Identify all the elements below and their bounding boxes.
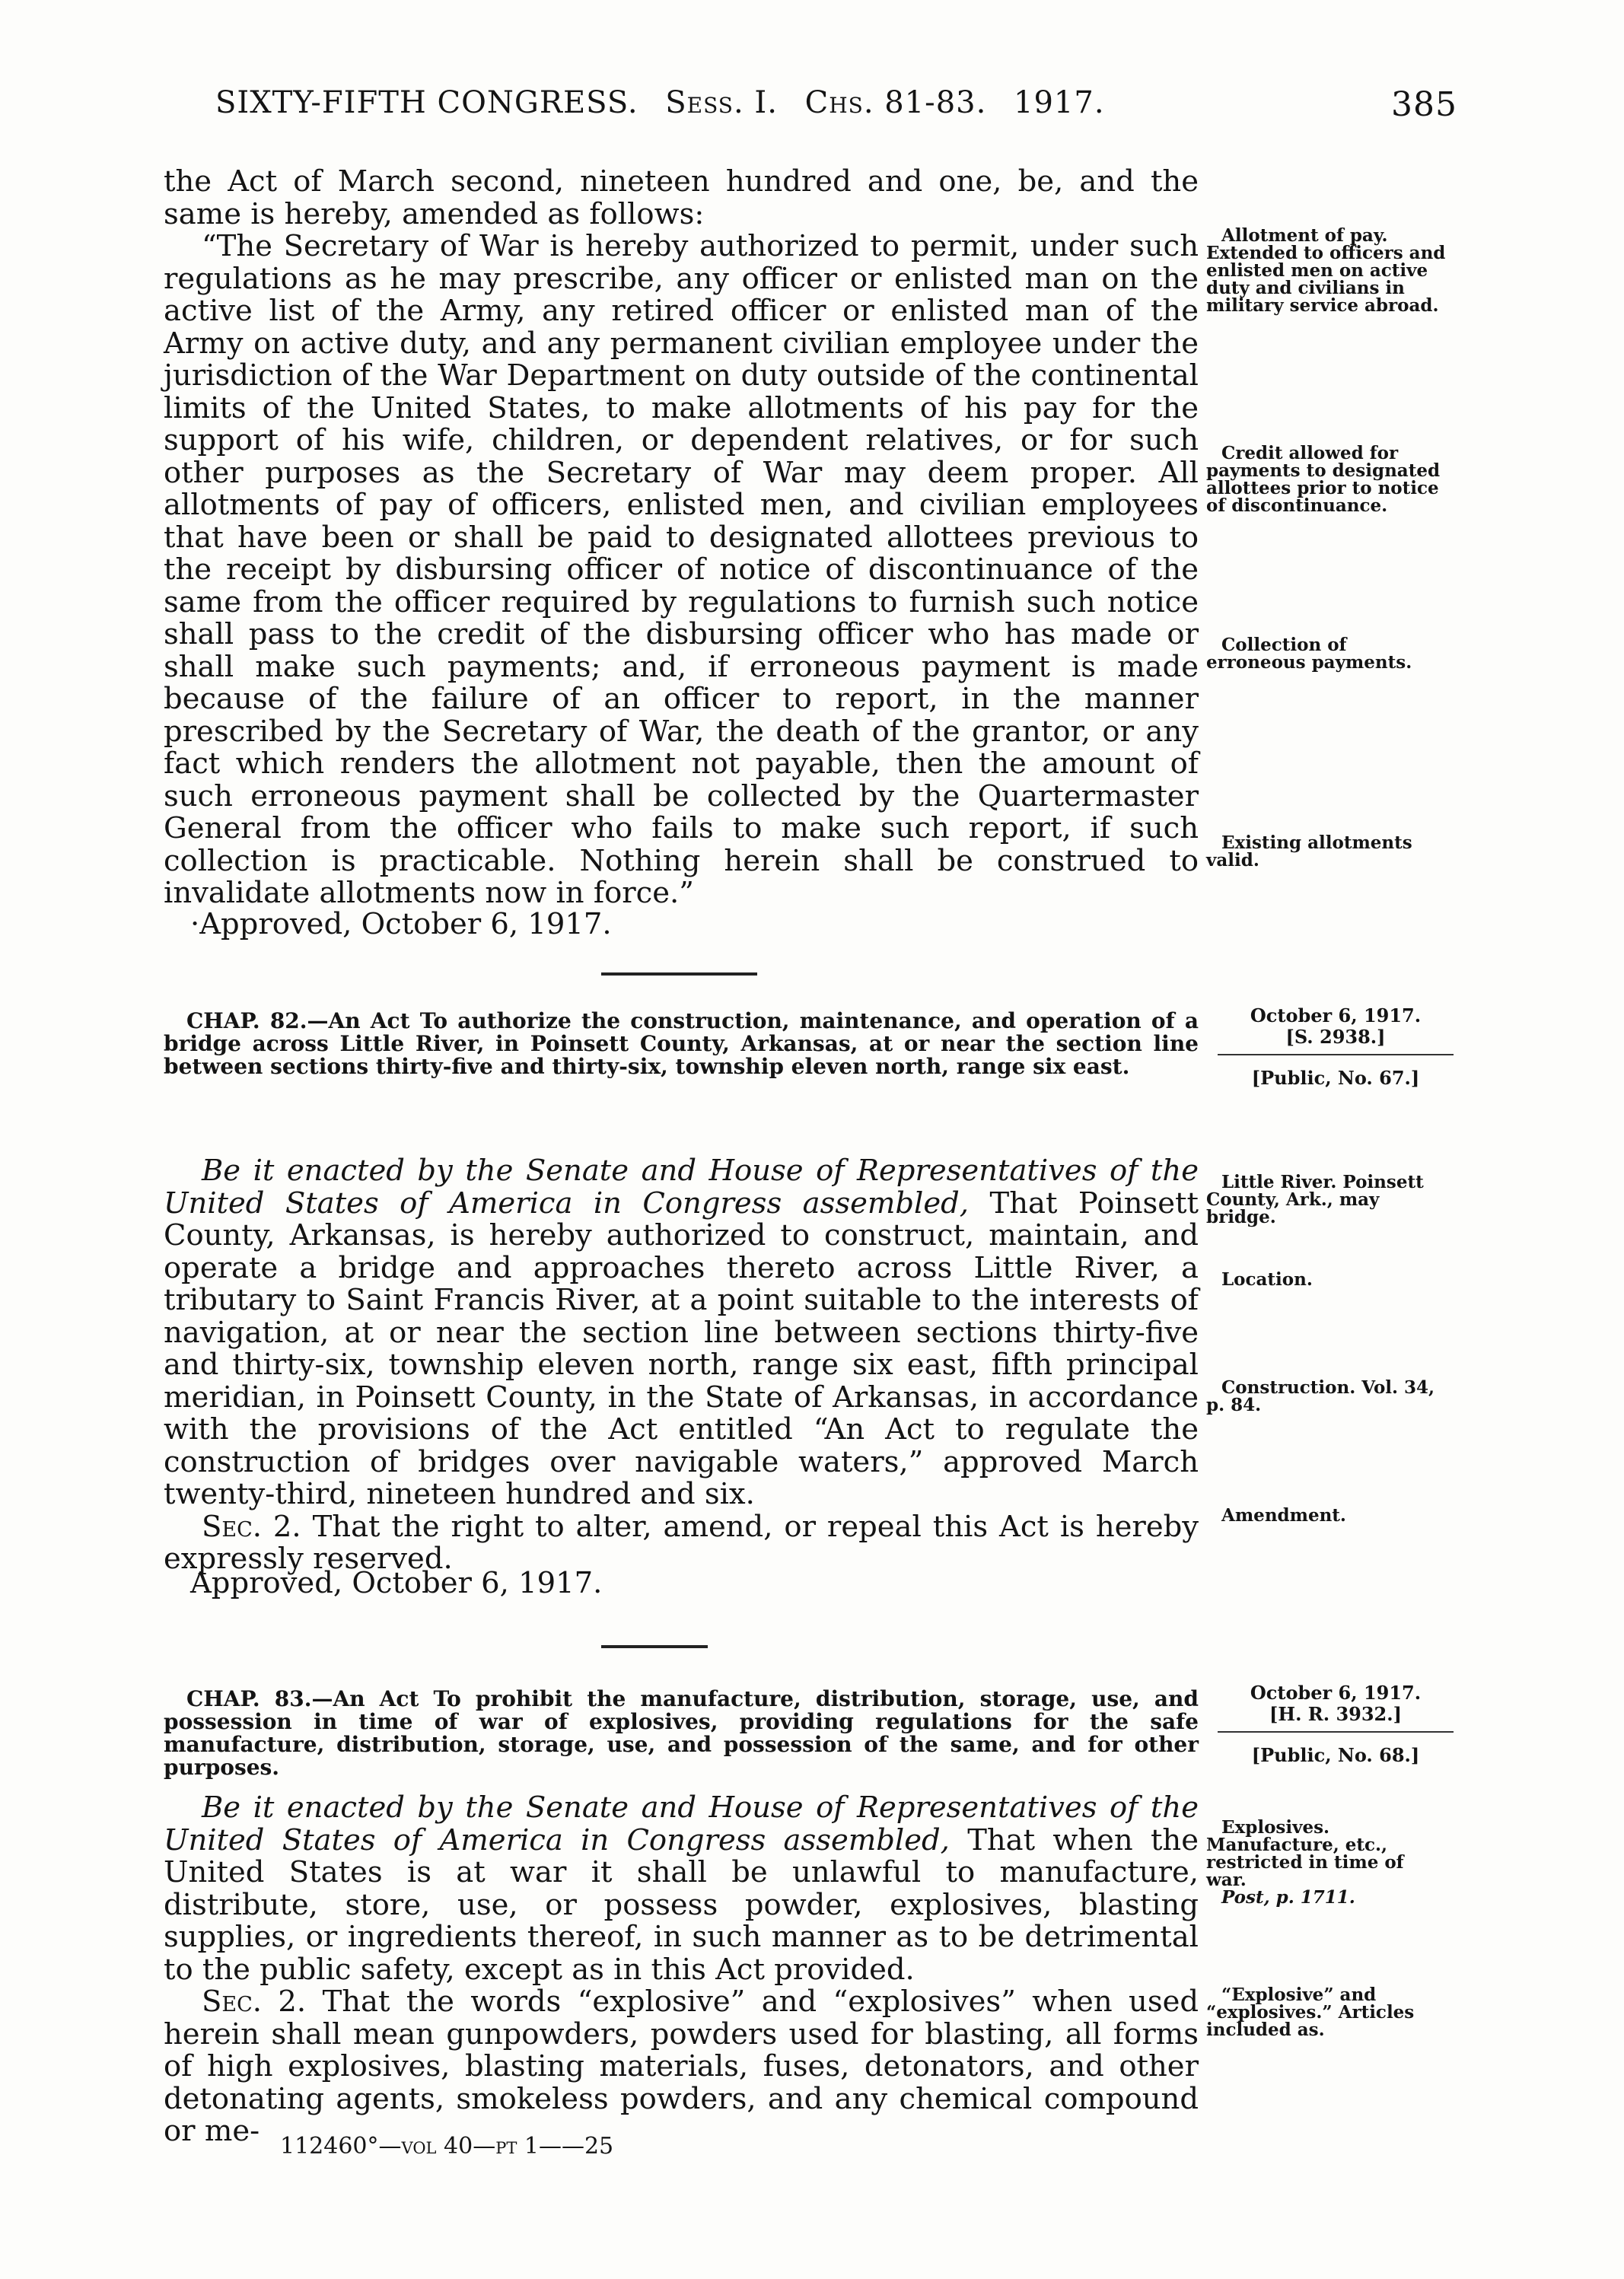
chapter-82-sec2: That the right to alter, amend, or repeal this Act is hereby expressly reserved. — [164, 1509, 1199, 1576]
printer-signature: 112460°—vol 40—pt 1——25 — [280, 2133, 614, 2160]
paragraph-allotment-text: “The Secretary of War is hereby authorized to permit, under such regulations as he may prescribe, any officer or enlisted man on the active list of the Army, any retired officer or enlisted man of the Army on active duty, and any permanent civilian employee under the jurisdiction of the War Department on duty outside of the continental limits of the United States, to make allotments of his pay for the support of his wife, children, or dependent relatives, or for such other purposes as the Secretary of War may deem proper. All allotments of pay of officers, enlisted men, and civilian employees that have been or shall be paid to designated allottees previous to the receipt by disbursing officer of notice of discontinuance of the same from the officer required by regulations to furnish such notice shall pass to the credit of the disbursing officer who has made or shall make such payments; and, if erroneous payment is made because of the failure of an officer to report, in the manner prescribed by the Secretary of War, the death of the grantor, or any fact which renders the allotment not payable, then the amount of such erroneous payment shall be collected by the Quartermaster General from the officer who fails to make such report, if such collection is practicable. Nothing herein shall be construed to invalidate allotments now in force.” — [164, 229, 1199, 910]
chapter-83-date: October 6, 1917. — [1250, 1682, 1422, 1704]
enacting-clause-83: Be it enacted by the Senate and House of Representatives of the United States of America in Congress assembled, — [164, 1790, 1199, 1857]
chapter-82-public-law: [Public, No. 67.] — [1251, 1067, 1420, 1089]
section-divider-2 — [601, 1645, 708, 1648]
section-2-label-82: Sec. 2. — [202, 1509, 301, 1544]
chapter-83-heading: CHAP. 83.—An Act To prohibit the manufacture, distribution, storage, use, and possession in time of war of explosives, providing regulations for the safe manufacture, distribution, storage, use, and possession of the same, and for other purposes. — [164, 1686, 1199, 1780]
chapter-82-body — [164, 1155, 1199, 1576]
margin-note-post-ref: Post, p. 1711. — [1221, 1887, 1355, 1908]
paragraph-act-amendment: the Act of March second, nineteen hundred and one, be, and the same is hereby, amended as follows: — [164, 164, 1199, 231]
margin-note-credit: Credit allowed for payments to designated allottees prior to notice of discontinuance. — [1206, 443, 1441, 516]
chapter-83-body — [164, 1792, 1199, 2148]
header-title: SIXTY-FIFTH CONGRESS. — [215, 85, 638, 120]
chapter-83-public-law: [Public, No. 68.] — [1251, 1744, 1420, 1766]
chapter-83-text: That when the United States is at war it shall be unlawful to manufacture, distribute, store, use, or possess powder, explosives, blasting supplies, or ingredients thereof, in such manner as to be detrimental to the public safety, except as in this Act provided. — [164, 1822, 1199, 1987]
running-header — [215, 85, 1105, 120]
section-divider — [601, 972, 757, 976]
margin-note-existing: Existing allotments valid. — [1206, 832, 1412, 871]
margin-note-location: Location. — [1221, 1269, 1313, 1290]
chapter-82-date: October 6, 1917. — [1250, 1004, 1422, 1027]
margin-note-explosives: Explosives. Manufacture, etc., restricted in time of war. Post, p. 1711. — [1206, 1819, 1450, 1906]
header-chapters: Chs. 81-83. — [804, 85, 987, 120]
chapter-82-text: That Poinsett County, Arkansas, is hereby authorized to construct, maintain, and operate a bridge and approaches thereto across Little River, a tributary to Saint Francis River, at a point suitable to the interests of navigation, at or near the section line between sections thirty-five and thirty-six, township eleven north, range six east, fifth principal meridian, in Poinsett County, in the State of Arkansas, in accordance with the provisions of the Act entitled “An Act to regulate the construction of bridges over navigable waters,” approved March twenty-third, nineteen hundred and six. — [164, 1186, 1199, 1511]
chapter-82-heading: CHAP. 82.—An Act To authorize the construction, maintenance, and operation of a bridge across Little River, in Poinsett County, Arkansas, at or near the section line between sections thirty-five and thirty-six, township eleven north, range six east. — [164, 1008, 1199, 1079]
header-year: 1917. — [1014, 85, 1105, 120]
section-allotments — [164, 166, 1199, 910]
chapter-82-rule — [1218, 1054, 1454, 1055]
chapter-82-bill: [S. 2938.] — [1285, 1026, 1386, 1048]
margin-note-amendment: Amendment. — [1221, 1505, 1346, 1526]
approved-date-1: ·Approved, October 6, 1917. — [190, 907, 612, 941]
chapter-83-rule — [1218, 1731, 1454, 1733]
header-session: Sess. I. — [665, 85, 778, 120]
margin-note-collection: Collection of erroneous payments. — [1206, 635, 1412, 673]
chapter-83-sec2: That the words “explosive” and “explosives” when used herein shall mean gunpowders, powders used for blasting, all forms of high explosives, blasting materials, fuses, detonators, and other detonating agents, smokeless powders, and any chemical compound or me- — [164, 1985, 1199, 2148]
page-number: 385 — [1391, 85, 1457, 124]
margin-note-explosive-definition: “Explosive” and “explosives.” Articles included as. — [1206, 1985, 1415, 2040]
margin-note-little-river: Little River. Poinsett County, Ark., may bridge. — [1206, 1172, 1424, 1227]
margin-note-construction: Construction. Vol. 34, p. 84. — [1206, 1377, 1435, 1415]
section-2-label-83: Sec. 2. — [202, 1985, 307, 2019]
margin-note-allotment: Allotment of pay. Extended to officers and enlisted men on active duty and civilians in military service abroad. — [1206, 225, 1446, 316]
enacting-clause-82: Be it enacted by the Senate and House of Representatives of the United States of America in Congress assembled, — [164, 1154, 1199, 1221]
approved-date-2: Approved, October 6, 1917. — [190, 1566, 603, 1600]
chapter-83-bill: [H. R. 3932.] — [1269, 1703, 1402, 1725]
